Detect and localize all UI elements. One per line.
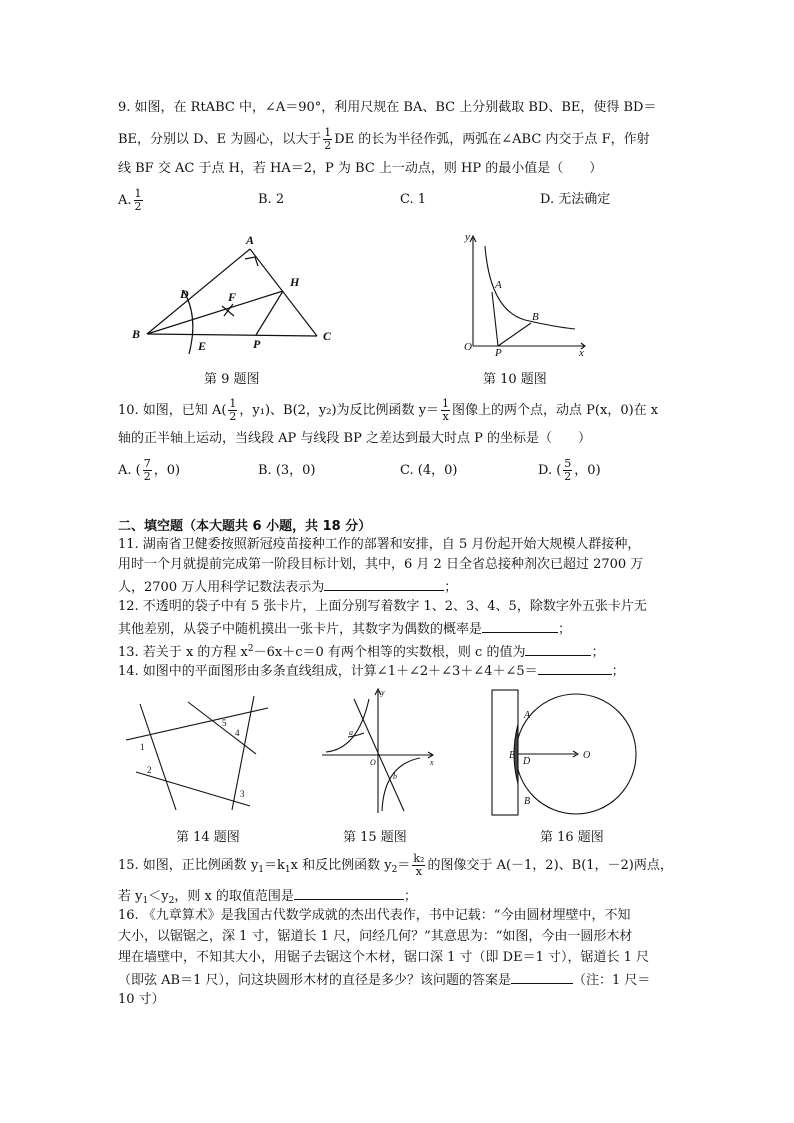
q10-line1-end: 图像上的两个点，动点 P(x，0)在 x (452, 403, 659, 418)
fraction-denominator: 2 (143, 470, 151, 483)
q16-note: （注：1 尺＝ (572, 973, 651, 988)
q15-end-mark: ； (403, 889, 417, 904)
q16-line2: 大小，以锯锯之，深 1 寸，锯道长 1 尺，问经几何？”其意思为：“如图，今由一圆形木材 (118, 929, 633, 944)
q13-end-mark: ； (591, 645, 605, 660)
section-title-fill-in: 二、填空题（本大题共 6 小题，共 18 分） (118, 519, 372, 534)
caption-figure-15: 第 15 题图 (343, 830, 407, 845)
answer-blank[interactable] (324, 577, 444, 591)
label-o: O (583, 750, 591, 761)
caption-figure-10: 第 10 题图 (483, 372, 547, 387)
label-a: A (495, 279, 502, 291)
q9-line3: 线 BF 交 AC 于点 H，若 HA＝2，P 为 BC 上一动点，则 HP 的最小值是（ ） (118, 161, 603, 176)
q16-line4-text: （即弦 AB＝1 尺），问这块圆形木材的直径是多少？该问题的答案是 (118, 973, 511, 988)
q16-line3: 埋在墙壁中，不知其大小，用锯子去锯这个木材，锯口深 1 寸（即 DE＝1 寸），锯道长 1 尺 (118, 950, 650, 965)
q13-exponent: 2 (247, 644, 254, 654)
q9-line2 (118, 127, 650, 152)
label-c: C (323, 329, 332, 343)
subscript: 1 (142, 896, 149, 906)
label-d: D (180, 287, 189, 301)
q13-text-start: 13. 若关于 x 的方程 x (118, 645, 248, 660)
answer-blank[interactable] (538, 661, 612, 675)
q9-half-fraction (323, 127, 332, 152)
label-x: x (579, 347, 584, 358)
label-a: A (524, 710, 531, 721)
angle-label-2: 2 (147, 765, 152, 775)
figure-10 (455, 228, 590, 358)
label-p: P (253, 337, 261, 351)
right-angle-mark (245, 257, 258, 266)
q9-option-b: B. 2 (258, 192, 285, 207)
fraction-denominator: x (442, 410, 449, 423)
subscript: 1 (284, 865, 291, 875)
q14-text: 14. 如图中的平面图形由多条直线组成，计算∠1＋∠2＋∠3＋∠4＋∠5＝ (118, 664, 538, 679)
label-e: E (198, 339, 207, 353)
angle-label-3: 3 (240, 789, 245, 799)
q11-line2: 用时一个月就提前完成第一阶段目标计划，其中，6 月 2 日全省总接种剂次已超过 2700 万 (118, 557, 644, 572)
q11-line3 (118, 577, 457, 597)
q10-option-c: C. (4，0) (400, 463, 458, 478)
figure-14 (120, 688, 275, 818)
q9-line2-start: BE，分别以 D、E 为圆心，以大于 (118, 132, 322, 147)
subscript: 2 (168, 896, 175, 906)
q10-line1 (118, 398, 658, 423)
side-bc (147, 334, 317, 336)
q10-option-a (118, 458, 180, 483)
fraction-numerator: 1 (229, 397, 237, 410)
q15-text-1: 15. 如图，正比例函数 y (118, 858, 259, 873)
hyperbola-branch-left (326, 699, 369, 752)
q12-line2-text: 其他差别，从袋子中随机摸出一张卡片，其数字为偶数的概率是 (118, 622, 483, 637)
subscript: 1 (258, 865, 265, 875)
label-b: B (524, 796, 531, 807)
q10-a-fraction (228, 398, 237, 423)
label-o: O (464, 341, 472, 353)
q15-text-5: 的图像交于 A(－1，2)、B(1，－2)两点， (427, 858, 673, 873)
subscript: 2 (391, 865, 398, 875)
label-h: H (290, 275, 300, 289)
segment-hp (256, 291, 283, 335)
angle-label-4: 4 (235, 728, 240, 738)
label-p: P (495, 347, 502, 358)
answer-blank[interactable] (511, 970, 573, 984)
q9-option-c: C. 1 (400, 192, 427, 207)
fraction-numerator: 5 (564, 457, 572, 470)
label-y: y (381, 688, 385, 697)
q15-line1 (118, 853, 673, 879)
q11-line1: 11. 湖南省卫健委按照新冠疫苗接种工作的部署和安排，自 5 月份起开始大规模人群接种， (118, 537, 641, 552)
segment-bp (498, 323, 531, 346)
label-d: D (523, 756, 531, 767)
q9-option-d: D. 无法确定 (540, 192, 611, 207)
q9-line2-end: DE 的长为半径作弧，两弧在∠ABC 内交于点 F，作射 (334, 132, 650, 147)
caption-figure-14: 第 14 题图 (176, 830, 240, 845)
caption-figure-9: 第 9 题图 (204, 372, 260, 387)
label-b: b (393, 772, 397, 781)
q14-line1 (118, 661, 625, 681)
line-bottom (136, 772, 250, 806)
q11-end-mark: ； (444, 580, 458, 595)
q10-option-a-fraction (143, 458, 152, 483)
side-ac (250, 249, 317, 336)
angle-label-1: 1 (140, 742, 145, 752)
fraction-denominator: x (415, 865, 422, 878)
q10-line2: 轴的正半轴上运动，当线段 AP 与线段 BP 之差达到最大时点 P 的坐标是（ ） (118, 431, 591, 446)
q15-text-3: x 和反比例函数 y (290, 858, 392, 873)
q10-option-d (538, 458, 601, 483)
segment-ap (492, 292, 498, 346)
label-y: y (465, 231, 470, 243)
q15-text-7: ＜y (148, 889, 169, 904)
fraction-denominator: 2 (324, 139, 332, 152)
q9-option-a (118, 188, 145, 213)
q12-line1: 12. 不透明的袋子中有 5 张卡片，上面分别写着数字 1、2、3、4、5，除数字外五张卡片无 (118, 599, 647, 614)
fraction-numerator: 1 (324, 126, 332, 139)
q13-line1 (118, 640, 604, 662)
q10-option-d-fraction (563, 458, 572, 483)
q15-text-6: 若 y (118, 889, 143, 904)
q15-text-4: ＝ (397, 858, 411, 873)
label-b: B (532, 311, 539, 323)
label-f: F (228, 290, 237, 304)
option-label: A. (118, 193, 132, 208)
label-a: A (246, 233, 255, 247)
q10-line1-mid: ，y₁)、B(2，y₂)为反比例函数 y＝ (239, 403, 440, 418)
answer-blank[interactable] (294, 886, 404, 900)
q10-line1-start: 10. 如图，已知 A( (118, 403, 227, 418)
line-left (140, 704, 176, 810)
q16-line1: 16. 《九章算术》是我国古代数学成就的杰出代表作，书中记载：“今由圆材埋壁中，不知 (118, 908, 631, 923)
fraction-denominator: 2 (564, 470, 572, 483)
caption-figure-16: 第 16 题图 (540, 830, 604, 845)
q12-line2 (118, 619, 571, 639)
figure-16 (488, 688, 638, 820)
q11-line3-text: 人，2700 万人用科学记数法表示为 (118, 580, 325, 595)
angle-label-5: 5 (222, 718, 227, 728)
label-a: a (349, 728, 353, 737)
q10-option-b: B. (3，0) (258, 463, 316, 478)
fraction-denominator: 2 (134, 200, 142, 213)
line-diagonal (188, 702, 256, 754)
figure-9 (125, 228, 345, 358)
q16-line5: 10 寸） (118, 992, 165, 1007)
label-e: E (509, 750, 516, 761)
figure-15 (318, 685, 443, 820)
fraction-denominator: 2 (229, 410, 237, 423)
fraction-numerator: 1 (442, 397, 450, 410)
answer-blank[interactable] (482, 619, 558, 633)
q15-text-2: ＝k (264, 858, 285, 873)
fraction-numerator: 7 (143, 457, 151, 470)
option-prefix: A. ( (118, 463, 141, 478)
option-prefix: D. ( (538, 463, 562, 478)
q13-text-end: －6x＋c＝0 有两个相等的实数根，则 c 的值为 (253, 645, 526, 660)
q14-end-mark: ； (611, 664, 625, 679)
fraction-numerator: 1 (134, 187, 142, 200)
label-b: B (132, 327, 141, 341)
label-o: O (370, 758, 376, 767)
q12-end-mark: ； (558, 622, 572, 637)
answer-blank[interactable] (525, 642, 591, 656)
q9-option-a-fraction (134, 188, 143, 213)
q15-function-fraction (412, 853, 425, 878)
q9-line1: 9. 如图，在 RtABC 中，∠A＝90°，利用尺规在 BA、BC 上分别截取 BD、BE，使得 BD＝ (118, 100, 657, 115)
q16-line4 (118, 970, 650, 990)
option-suffix: ，0) (153, 463, 181, 478)
fraction-numerator: k₂ (413, 852, 425, 865)
ray-bf (147, 291, 283, 334)
label-x: x (430, 758, 434, 767)
q10-function-fraction (441, 398, 450, 423)
q15-text-8: ，则 x 的取值范围是 (174, 889, 294, 904)
option-suffix: ，0) (574, 463, 601, 478)
